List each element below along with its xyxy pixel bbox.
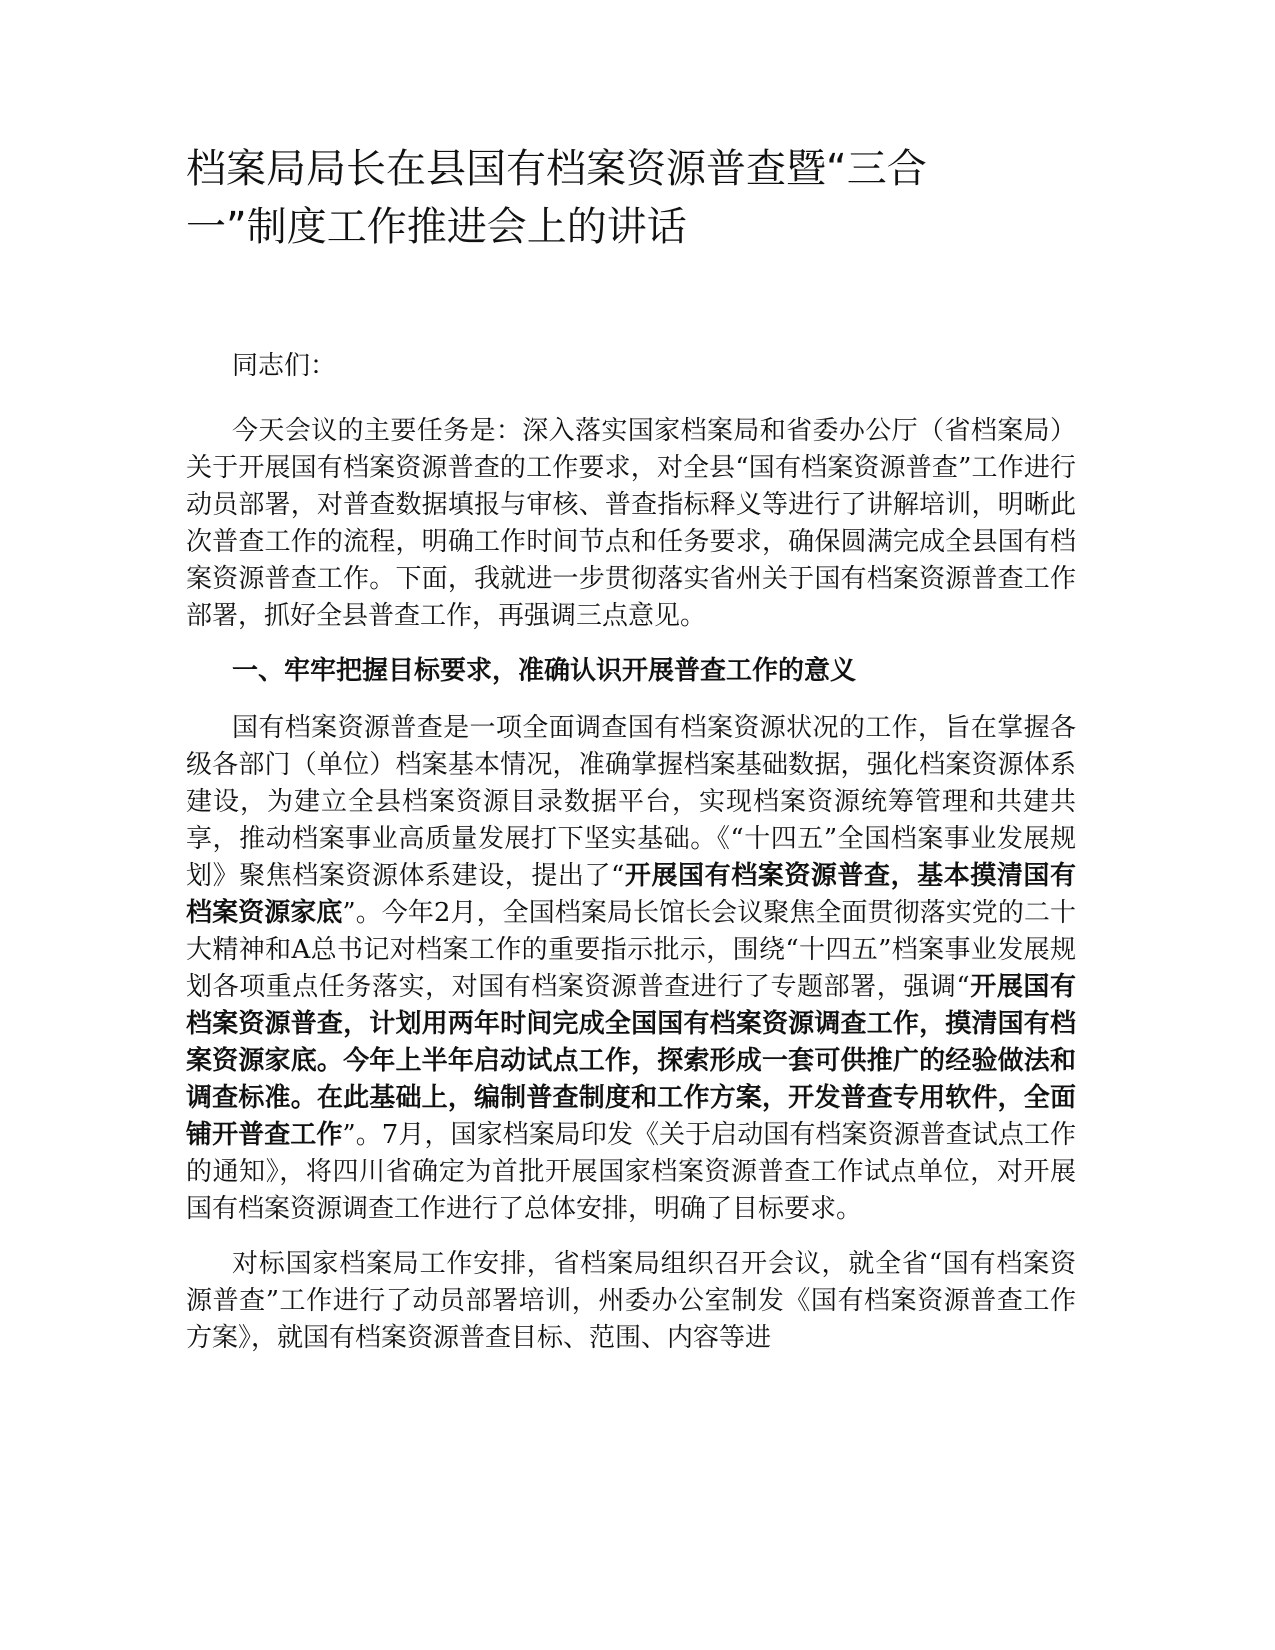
section-heading-1: 一、牢牢把握目标要求，准确认识开展普查工作的意义	[232, 656, 857, 686]
paragraph-text: 国有档案资源普查是一项全面调查国有档案资源状况的工作，旨在掌握各级各部门（单位）档案基本情况，准确掌握档案基础数据，强化档案资源体系建设，为建立全县档案资源目录数据平台，实现档案资源统筹管理和共建共享，推动档案事业高质量发展打下坚实基础。《“十四五”全国档案事业发展规划》聚焦档案资源体系建设，提出了“	[186, 713, 1076, 891]
bold-quote-plan: 开展国有档案资源普查，基本摸清国有档案资源家底	[186, 861, 1076, 928]
paragraph-significance	[186, 710, 1076, 1228]
paragraph-intro: 今天会议的主要任务是：深入落实国家档案局和省委办公厅（省档案局）关于开展国有档案资源普查的工作要求，对全县“国有档案资源普查”工作进行动员部署，对普查数据填报与审核、普查指标释义等进行了讲解培训，明晰此次普查工作的流程，明确工作时间节点和任务要求，确保圆满完成全县国有档案资源普查工作。下面，我就进一步贯彻落实省州关于国有档案资源普查工作部署，抓好全县普查工作，再强调三点意见。	[186, 416, 1076, 631]
paragraph-text: ”。今年2月，全国档案局长馆长会议聚焦全面贯彻落实党的二十大精神和A总书记对档案工作的重要指示批示，围绕“十四五”档案事业发展规划各项重点任务落实，对国有档案资源普查进行了专题部署，强调“	[186, 898, 1076, 1002]
paragraph-text: ”。7月，国家档案局印发《关于启动国有档案资源普查试点工作的通知》，将四川省确定为首批开展国家档案资源普查工作试点单位，对开展国有档案资源调查工作进行了总体安排，明确了目标要求。	[186, 1120, 1076, 1224]
document-title: 档案局局长在县国有档案资源普查暨“三合一”制度工作推进会上的讲话	[186, 146, 927, 250]
bold-quote-meeting: 开展国有档案资源普查，计划用两年时间完成全国国有档案资源调查工作，摸清国有档案资源家底。今年上半年启动试点工作，探索形成一套可供推广的经验做法和调查标准。在此基础上，编制普查制度和工作方案，开发普查专用软件，全面铺开普查工作	[186, 972, 1076, 1150]
paragraph-provincial: 对标国家档案局工作安排，省档案局组织召开会议，就全省“国有档案资源普查”工作进行了动员部署培训，州委办公室制发《国有档案资源普查工作方案》，就国有档案资源普查目标、范围、内容等进	[186, 1249, 1076, 1353]
document-body	[186, 348, 1076, 1357]
salutation: 同志们：	[232, 351, 337, 381]
document-page	[186, 140, 1076, 1375]
